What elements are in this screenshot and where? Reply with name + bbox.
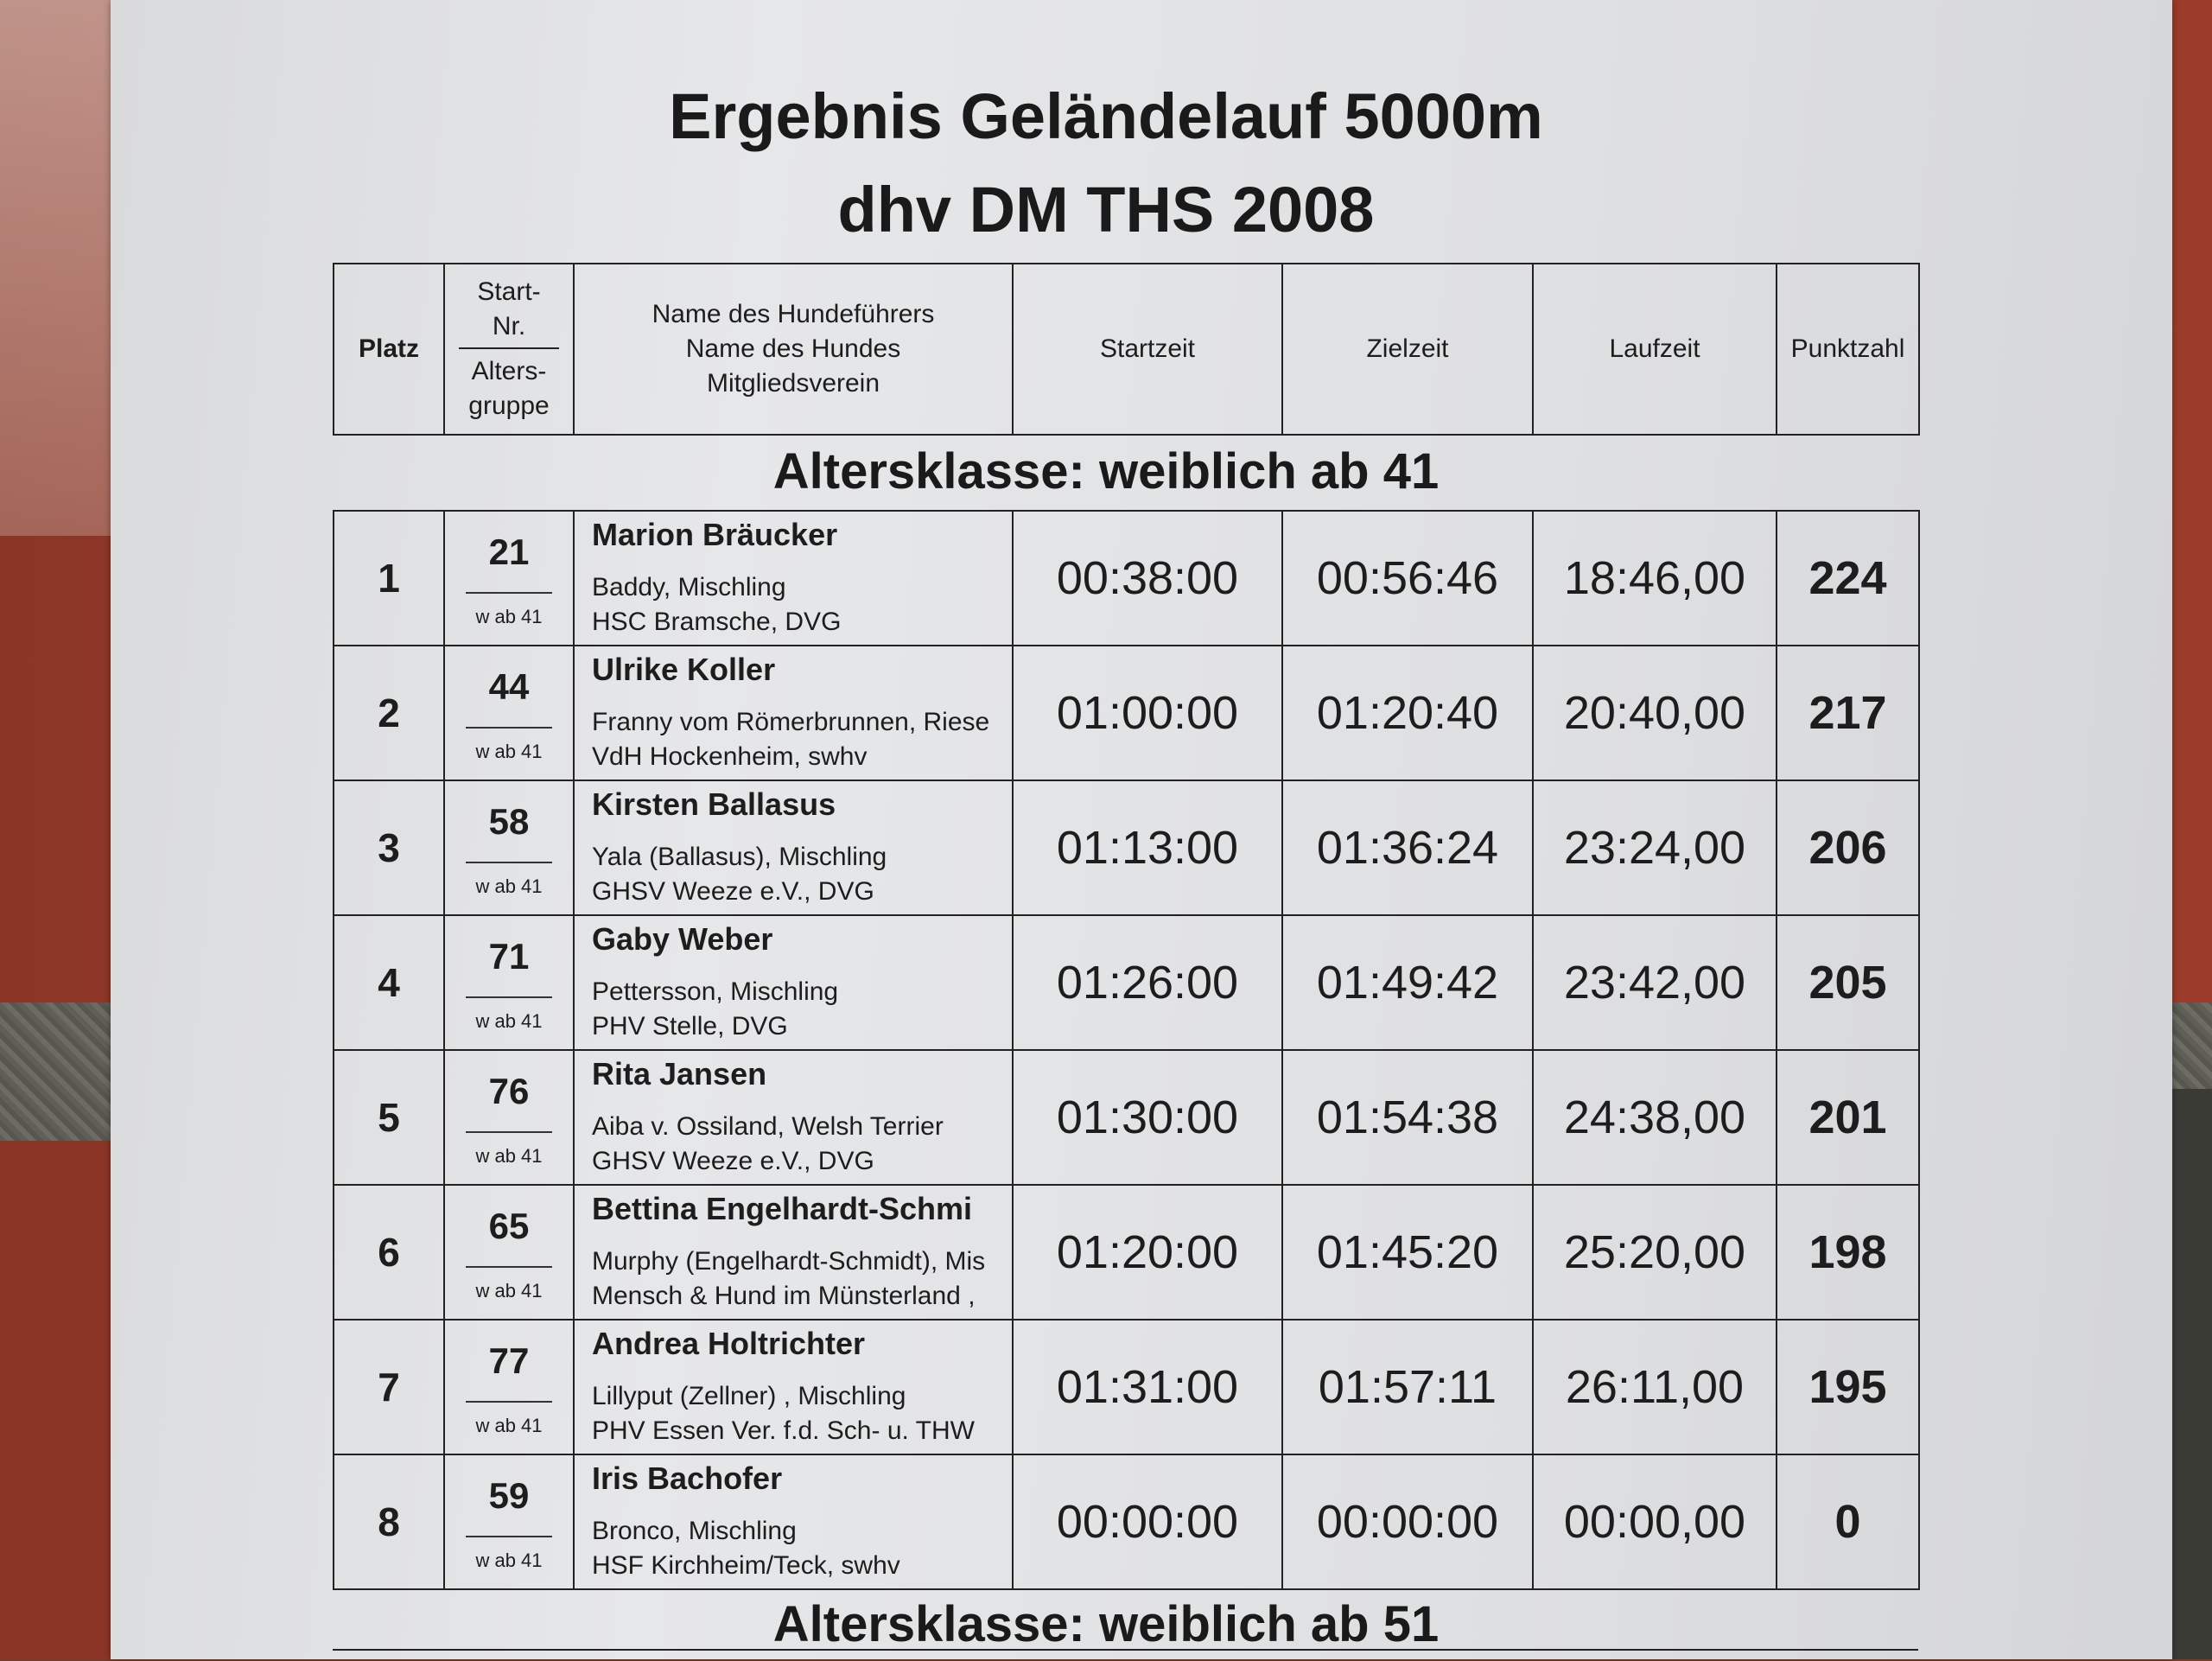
club-name: HSF Kirchheim/Teck, swhv xyxy=(592,1551,900,1580)
start-number: 58 xyxy=(488,801,530,842)
cell-name xyxy=(574,1454,1013,1589)
age-group: w ab 41 xyxy=(475,1550,543,1571)
age-group: w ab 41 xyxy=(475,1010,543,1032)
cell-laufzeit: 25:20,00 xyxy=(1533,1185,1777,1320)
cell-laufzeit: 24:38,00 xyxy=(1533,1050,1777,1185)
cell-startzeit: 01:00:00 xyxy=(1013,646,1282,780)
document-subtitle: dhv DM THS 2008 xyxy=(837,174,1375,245)
table-row xyxy=(334,1454,1919,1589)
cell-name xyxy=(574,1050,1013,1185)
club-name: Mensch & Hund im Münsterland , xyxy=(592,1282,976,1310)
cell-platz: 7 xyxy=(334,1320,444,1454)
age-group: w ab 41 xyxy=(475,875,543,897)
handler-name: Ulrike Koller xyxy=(592,652,776,687)
header-laufzeit: Laufzeit xyxy=(1533,264,1777,435)
dog-name: Franny vom Römerbrunnen, Riese xyxy=(592,708,990,736)
start-number: 71 xyxy=(488,936,530,977)
header-punktzahl: Punktzahl xyxy=(1777,264,1919,435)
cell-platz: 5 xyxy=(334,1050,444,1185)
cell-platz: 2 xyxy=(334,646,444,780)
start-divider xyxy=(466,727,552,729)
cell-name xyxy=(574,1185,1013,1320)
age-group: w ab 41 xyxy=(475,606,543,627)
table-row xyxy=(334,915,1919,1050)
cell-zielzeit: 01:20:40 xyxy=(1282,646,1533,780)
header-divider xyxy=(459,347,559,349)
cell-zielzeit: 01:57:11 xyxy=(1282,1320,1533,1454)
handler-name: Iris Bachofer xyxy=(592,1461,783,1496)
cell-punktzahl: 0 xyxy=(1777,1454,1919,1589)
cell-laufzeit: 23:42,00 xyxy=(1533,915,1777,1050)
handler-name: Bettina Engelhardt-Schmi xyxy=(592,1191,973,1226)
age-group: w ab 41 xyxy=(475,741,543,762)
start-divider xyxy=(466,1536,552,1537)
header-alters-gruppe: Alters- gruppe xyxy=(468,357,550,420)
cell-zielzeit: 01:54:38 xyxy=(1282,1050,1533,1185)
cell-zielzeit: 00:56:46 xyxy=(1282,511,1533,646)
cell-laufzeit: 26:11,00 xyxy=(1533,1320,1777,1454)
dog-name: Lillyput (Zellner) , Mischling xyxy=(592,1382,906,1410)
header-start-group xyxy=(444,264,574,435)
cell-startzeit: 01:26:00 xyxy=(1013,915,1282,1050)
cell-zielzeit: 01:36:24 xyxy=(1282,780,1533,915)
start-divider xyxy=(466,1401,552,1403)
start-number: 76 xyxy=(488,1071,530,1111)
cell-name xyxy=(574,915,1013,1050)
start-number: 44 xyxy=(488,666,530,707)
cell-name xyxy=(574,1320,1013,1454)
cell-name xyxy=(574,646,1013,780)
cell-punktzahl: 224 xyxy=(1777,511,1919,646)
dog-name: Murphy (Engelhardt-Schmidt), Mis xyxy=(592,1247,986,1276)
cell-platz: 8 xyxy=(334,1454,444,1589)
cell-startzeit: 00:38:00 xyxy=(1013,511,1282,646)
cell-start-nr xyxy=(444,780,574,915)
cell-punktzahl: 206 xyxy=(1777,780,1919,915)
header-name-handler: Name des Hundeführers xyxy=(652,300,935,328)
cell-punktzahl: 198 xyxy=(1777,1185,1919,1320)
cell-punktzahl: 205 xyxy=(1777,915,1919,1050)
cell-start-nr xyxy=(444,511,574,646)
header-startzeit: Startzeit xyxy=(1013,264,1282,435)
dog-name: Baddy, Mischling xyxy=(592,573,786,601)
table-row xyxy=(334,646,1919,780)
cell-laufzeit: 23:24,00 xyxy=(1533,780,1777,915)
cell-platz: 1 xyxy=(334,511,444,646)
cell-startzeit: 00:00:00 xyxy=(1013,1454,1282,1589)
start-number: 65 xyxy=(488,1206,530,1246)
cell-startzeit: 01:20:00 xyxy=(1013,1185,1282,1320)
column-header-table xyxy=(333,263,1920,436)
cell-start-nr xyxy=(444,1320,574,1454)
cell-laufzeit: 20:40,00 xyxy=(1533,646,1777,780)
cell-startzeit: 01:30:00 xyxy=(1013,1050,1282,1185)
cell-punktzahl: 217 xyxy=(1777,646,1919,780)
dog-name: Pettersson, Mischling xyxy=(592,977,839,1006)
table-row xyxy=(334,780,1919,915)
club-name: HSC Bramsche, DVG xyxy=(592,608,842,636)
start-number: 59 xyxy=(488,1475,530,1516)
cell-zielzeit: 01:49:42 xyxy=(1282,915,1533,1050)
cell-start-nr xyxy=(444,1050,574,1185)
cell-start-nr xyxy=(444,1454,574,1589)
cell-laufzeit: 18:46,00 xyxy=(1533,511,1777,646)
start-number: 21 xyxy=(488,531,530,572)
cell-punktzahl: 201 xyxy=(1777,1050,1919,1185)
table-row xyxy=(334,1050,1919,1185)
age-group: w ab 41 xyxy=(475,1145,543,1167)
start-number: 77 xyxy=(488,1340,530,1381)
dog-name: Bronco, Mischling xyxy=(592,1517,797,1545)
club-name: GHSV Weeze e.V., DVG xyxy=(592,1147,874,1175)
cell-start-nr xyxy=(444,915,574,1050)
header-platz: Platz xyxy=(334,264,444,435)
header-name-dog: Name des Hundes xyxy=(685,334,901,363)
age-group: w ab 41 xyxy=(475,1280,543,1301)
club-name: PHV Stelle, DVG xyxy=(592,1012,788,1041)
table-row xyxy=(334,511,1919,646)
start-divider xyxy=(466,862,552,863)
cell-zielzeit: 00:00:00 xyxy=(1282,1454,1533,1589)
header-name-club: Mitgliedsverein xyxy=(706,369,880,398)
table-row xyxy=(334,1185,1919,1320)
cell-name xyxy=(574,780,1013,915)
handler-name: Kirsten Ballasus xyxy=(592,786,836,822)
club-name: VdH Hockenheim, swhv xyxy=(592,742,868,771)
header-zielzeit: Zielzeit xyxy=(1282,264,1533,435)
cell-startzeit: 01:31:00 xyxy=(1013,1320,1282,1454)
handler-name: Marion Bräucker xyxy=(592,517,838,552)
cell-startzeit: 01:13:00 xyxy=(1013,780,1282,915)
table-row xyxy=(334,1320,1919,1454)
section-heading-51: Altersklasse: weiblich ab 51 xyxy=(772,1596,1440,1652)
section-heading-41: Altersklasse: weiblich ab 41 xyxy=(772,443,1440,500)
document-title: Ergebnis Geländelauf 5000m xyxy=(669,80,1543,152)
dog-name: Yala (Ballasus), Mischling xyxy=(592,843,887,871)
age-group: w ab 41 xyxy=(475,1415,543,1436)
dog-name: Aiba v. Ossiland, Welsh Terrier xyxy=(592,1112,944,1141)
results-table xyxy=(333,510,1920,1590)
handler-name: Andrea Holtrichter xyxy=(592,1326,866,1361)
cell-name xyxy=(574,511,1013,646)
start-divider xyxy=(466,1131,552,1133)
cell-zielzeit: 01:45:20 xyxy=(1282,1185,1533,1320)
cell-platz: 3 xyxy=(334,780,444,915)
cell-start-nr xyxy=(444,646,574,780)
start-divider xyxy=(466,996,552,998)
header-start-nr: Start- Nr. xyxy=(477,277,541,340)
header-name xyxy=(574,264,1013,435)
cell-laufzeit: 00:00,00 xyxy=(1533,1454,1777,1589)
cell-platz: 6 xyxy=(334,1185,444,1320)
start-divider xyxy=(466,592,552,594)
handler-name: Gaby Weber xyxy=(592,921,773,957)
handler-name: Rita Jansen xyxy=(592,1056,767,1091)
cell-platz: 4 xyxy=(334,915,444,1050)
cell-punktzahl: 195 xyxy=(1777,1320,1919,1454)
start-divider xyxy=(466,1266,552,1268)
club-name: PHV Essen Ver. f.d. Sch- u. THW xyxy=(592,1416,975,1445)
club-name: GHSV Weeze e.V., DVG xyxy=(592,877,874,906)
cell-start-nr xyxy=(444,1185,574,1320)
